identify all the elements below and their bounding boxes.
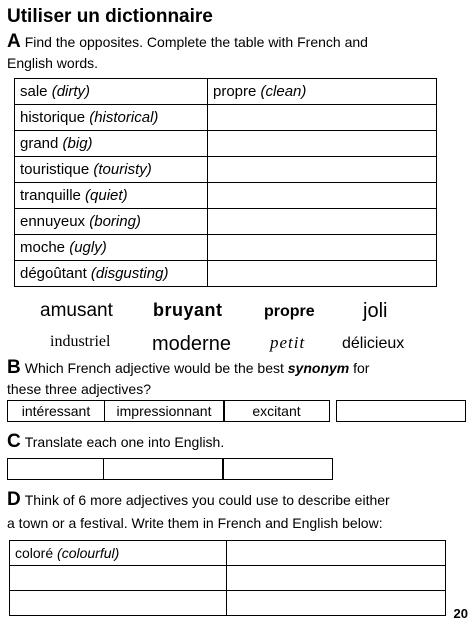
section-b-instruction-line2: these three adjectives? [7,381,151,397]
translation-boxes-row [7,458,333,480]
answer-cell[interactable] [208,157,437,183]
translation-answer-box[interactable] [103,458,224,480]
section-a-instruction-line2: English words. [7,55,99,71]
table-cell: historique (historical) [15,105,208,131]
table-cell: grand (big) [15,131,208,157]
synonym-answer-box[interactable] [336,400,466,422]
answer-cell[interactable] [208,209,437,235]
translation-answer-box[interactable] [7,458,104,480]
page-title: Utiliser un dictionnaire [7,6,213,27]
table-row [15,209,437,235]
word-bank-word: moderne [152,333,231,355]
translation-answer-box[interactable] [222,458,333,480]
table-row [10,591,446,616]
answer-cell[interactable] [208,261,437,287]
section-d-instruction-line2: a town or a festival. Write them in French and English below: [7,515,383,531]
table-row [15,261,437,287]
table-cell: moche (ugly) [15,235,208,261]
synonym-words-row [7,400,330,422]
opposites-table [14,78,437,287]
section-b-instruction: B Which French adjective would be the best synonym for [7,357,370,378]
table-row [10,566,446,591]
table-row [15,157,437,183]
answer-cell[interactable] [227,591,446,616]
answer-cell[interactable] [10,591,227,616]
section-c-instruction: C Translate each one into English. [7,431,225,452]
word-bank-word: bruyant [153,300,223,320]
word-bank-word: amusant [40,300,113,321]
table-row [15,79,437,105]
word-bank-word: petit [270,333,306,352]
table-row [15,131,437,157]
section-b-letter: B [7,357,21,378]
answer-cell[interactable] [208,235,437,261]
table-row [15,235,437,261]
answer-cell[interactable] [10,566,227,591]
section-d-letter: D [7,489,21,510]
word-bank-word: joli [363,300,388,322]
table-cell: coloré (colourful) [10,541,227,566]
answer-cell[interactable] [208,105,437,131]
synonym-word: impressionnant [104,400,225,422]
table-cell: sale (dirty) [15,79,208,105]
adjectives-table [9,540,446,616]
table-cell: tranquille (quiet) [15,183,208,209]
table-cell: ennuyeux (boring) [15,209,208,235]
table-cell[interactable]: propre (clean) [208,79,437,105]
word-bank-word: propre [264,303,315,320]
table-row [15,183,437,209]
section-d-instruction: D Think of 6 more adjectives you could use to describe either [7,489,390,510]
table-cell: touristique (touristy) [15,157,208,183]
table-cell: dégoûtant (disgusting) [15,261,208,287]
answer-cell[interactable] [227,566,446,591]
table-row [10,541,446,566]
section-c-letter: C [7,431,21,452]
page-number: 20 [453,606,468,621]
table-row [15,105,437,131]
section-a-letter: A [7,31,21,52]
answer-cell[interactable] [208,131,437,157]
synonym-word: intéressant [7,400,105,422]
answer-cell[interactable] [227,541,446,566]
section-a-instruction: A Find the opposites. Complete the table with French and [7,31,368,52]
synonym-word: excitant [223,400,330,422]
word-bank-word: industriel [50,333,111,350]
answer-cell[interactable] [208,183,437,209]
word-bank-word: délicieux [342,335,405,352]
